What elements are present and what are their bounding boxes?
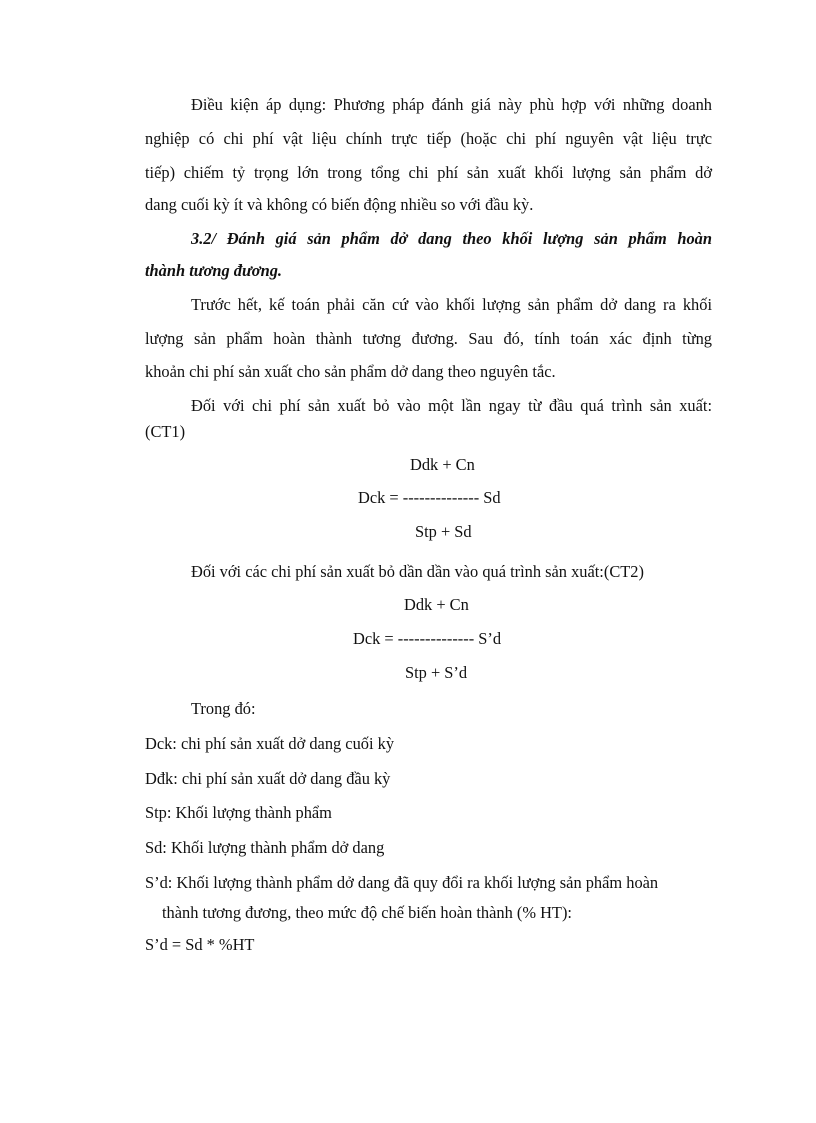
section-heading-line-2: thành tương đương. <box>145 261 282 280</box>
formula-2-denominator: Stp + S’d <box>405 663 468 682</box>
legend-stp: Stp: Khối lượng thành phẩm <box>145 803 332 822</box>
paragraph-1-line-1: Điều kiện áp dụng: Phương pháp đánh giá này phù hợp với những doanh <box>191 95 712 114</box>
legend-intro: Trong đó: <box>191 699 256 718</box>
formula-2-numerator: Ddk + Cn <box>404 595 469 614</box>
paragraph-3-line-1: Đối với chi phí sản xuất bỏ vào một lần ngay từ đầu quá trình sản xuất: <box>191 396 712 415</box>
paragraph-2-line-2: lượng sản phẩm hoàn thành tương đương. Sau đó, tính toán xác định từng <box>145 329 712 348</box>
formula-1-equation: Dck = -------------- Sd <box>358 488 501 507</box>
formula-1-denominator: Stp + Sd <box>415 522 472 541</box>
paragraph-3-line-2: (CT1) <box>145 422 186 441</box>
formula-2-equation: Dck = -------------- S’d <box>353 629 502 648</box>
legend-s-d-line-1: S’d: Khối lượng thành phẩm dở dang đã quy đổi ra khối lượng sản phẩm hoàn <box>145 873 659 892</box>
paragraph-1-line-2: nghiệp có chi phí vật liệu chính trực tiếp (hoặc chi phí nguyên vật liệu trực <box>145 129 712 148</box>
formula-1-numerator: Ddk + Cn <box>410 455 475 474</box>
legend-s-d-formula: S’d = Sd * %HT <box>145 935 255 954</box>
paragraph-1-line-4: dang cuối kỳ ít và không có biến động nhiều so với đầu kỳ. <box>145 195 534 214</box>
paragraph-2-line-3: khoản chi phí sản xuất cho sản phẩm dở dang theo nguyên tắc. <box>145 362 556 381</box>
paragraph-2-line-1: Trước hết, kế toán phải căn cứ vào khối lượng sản phẩm dở dang ra khối <box>191 295 712 314</box>
legend-dck: Dck: chi phí sản xuất dở dang cuối kỳ <box>145 734 395 753</box>
legend-sd: Sd: Khối lượng thành phẩm dở dang <box>145 838 385 857</box>
legend-ddk: Dđk: chi phí sản xuất dở dang đầu kỳ <box>145 769 391 788</box>
legend-s-d-line-2: thành tương đương, theo mức độ chế biến hoàn thành (% HT): <box>162 903 572 922</box>
section-heading-line-1: 3.2/ Đánh giá sản phẩm dở dang theo khối lượng sản phẩm hoàn <box>191 229 712 248</box>
paragraph-1-line-3: tiếp) chiếm tỷ trọng lớn trong tổng chi phí sản xuất khối lượng sản phẩm dở <box>145 163 712 182</box>
paragraph-4: Đối với các chi phí sản xuất bỏ dần dần vào quá trình sản xuất:(CT2) <box>191 562 644 581</box>
